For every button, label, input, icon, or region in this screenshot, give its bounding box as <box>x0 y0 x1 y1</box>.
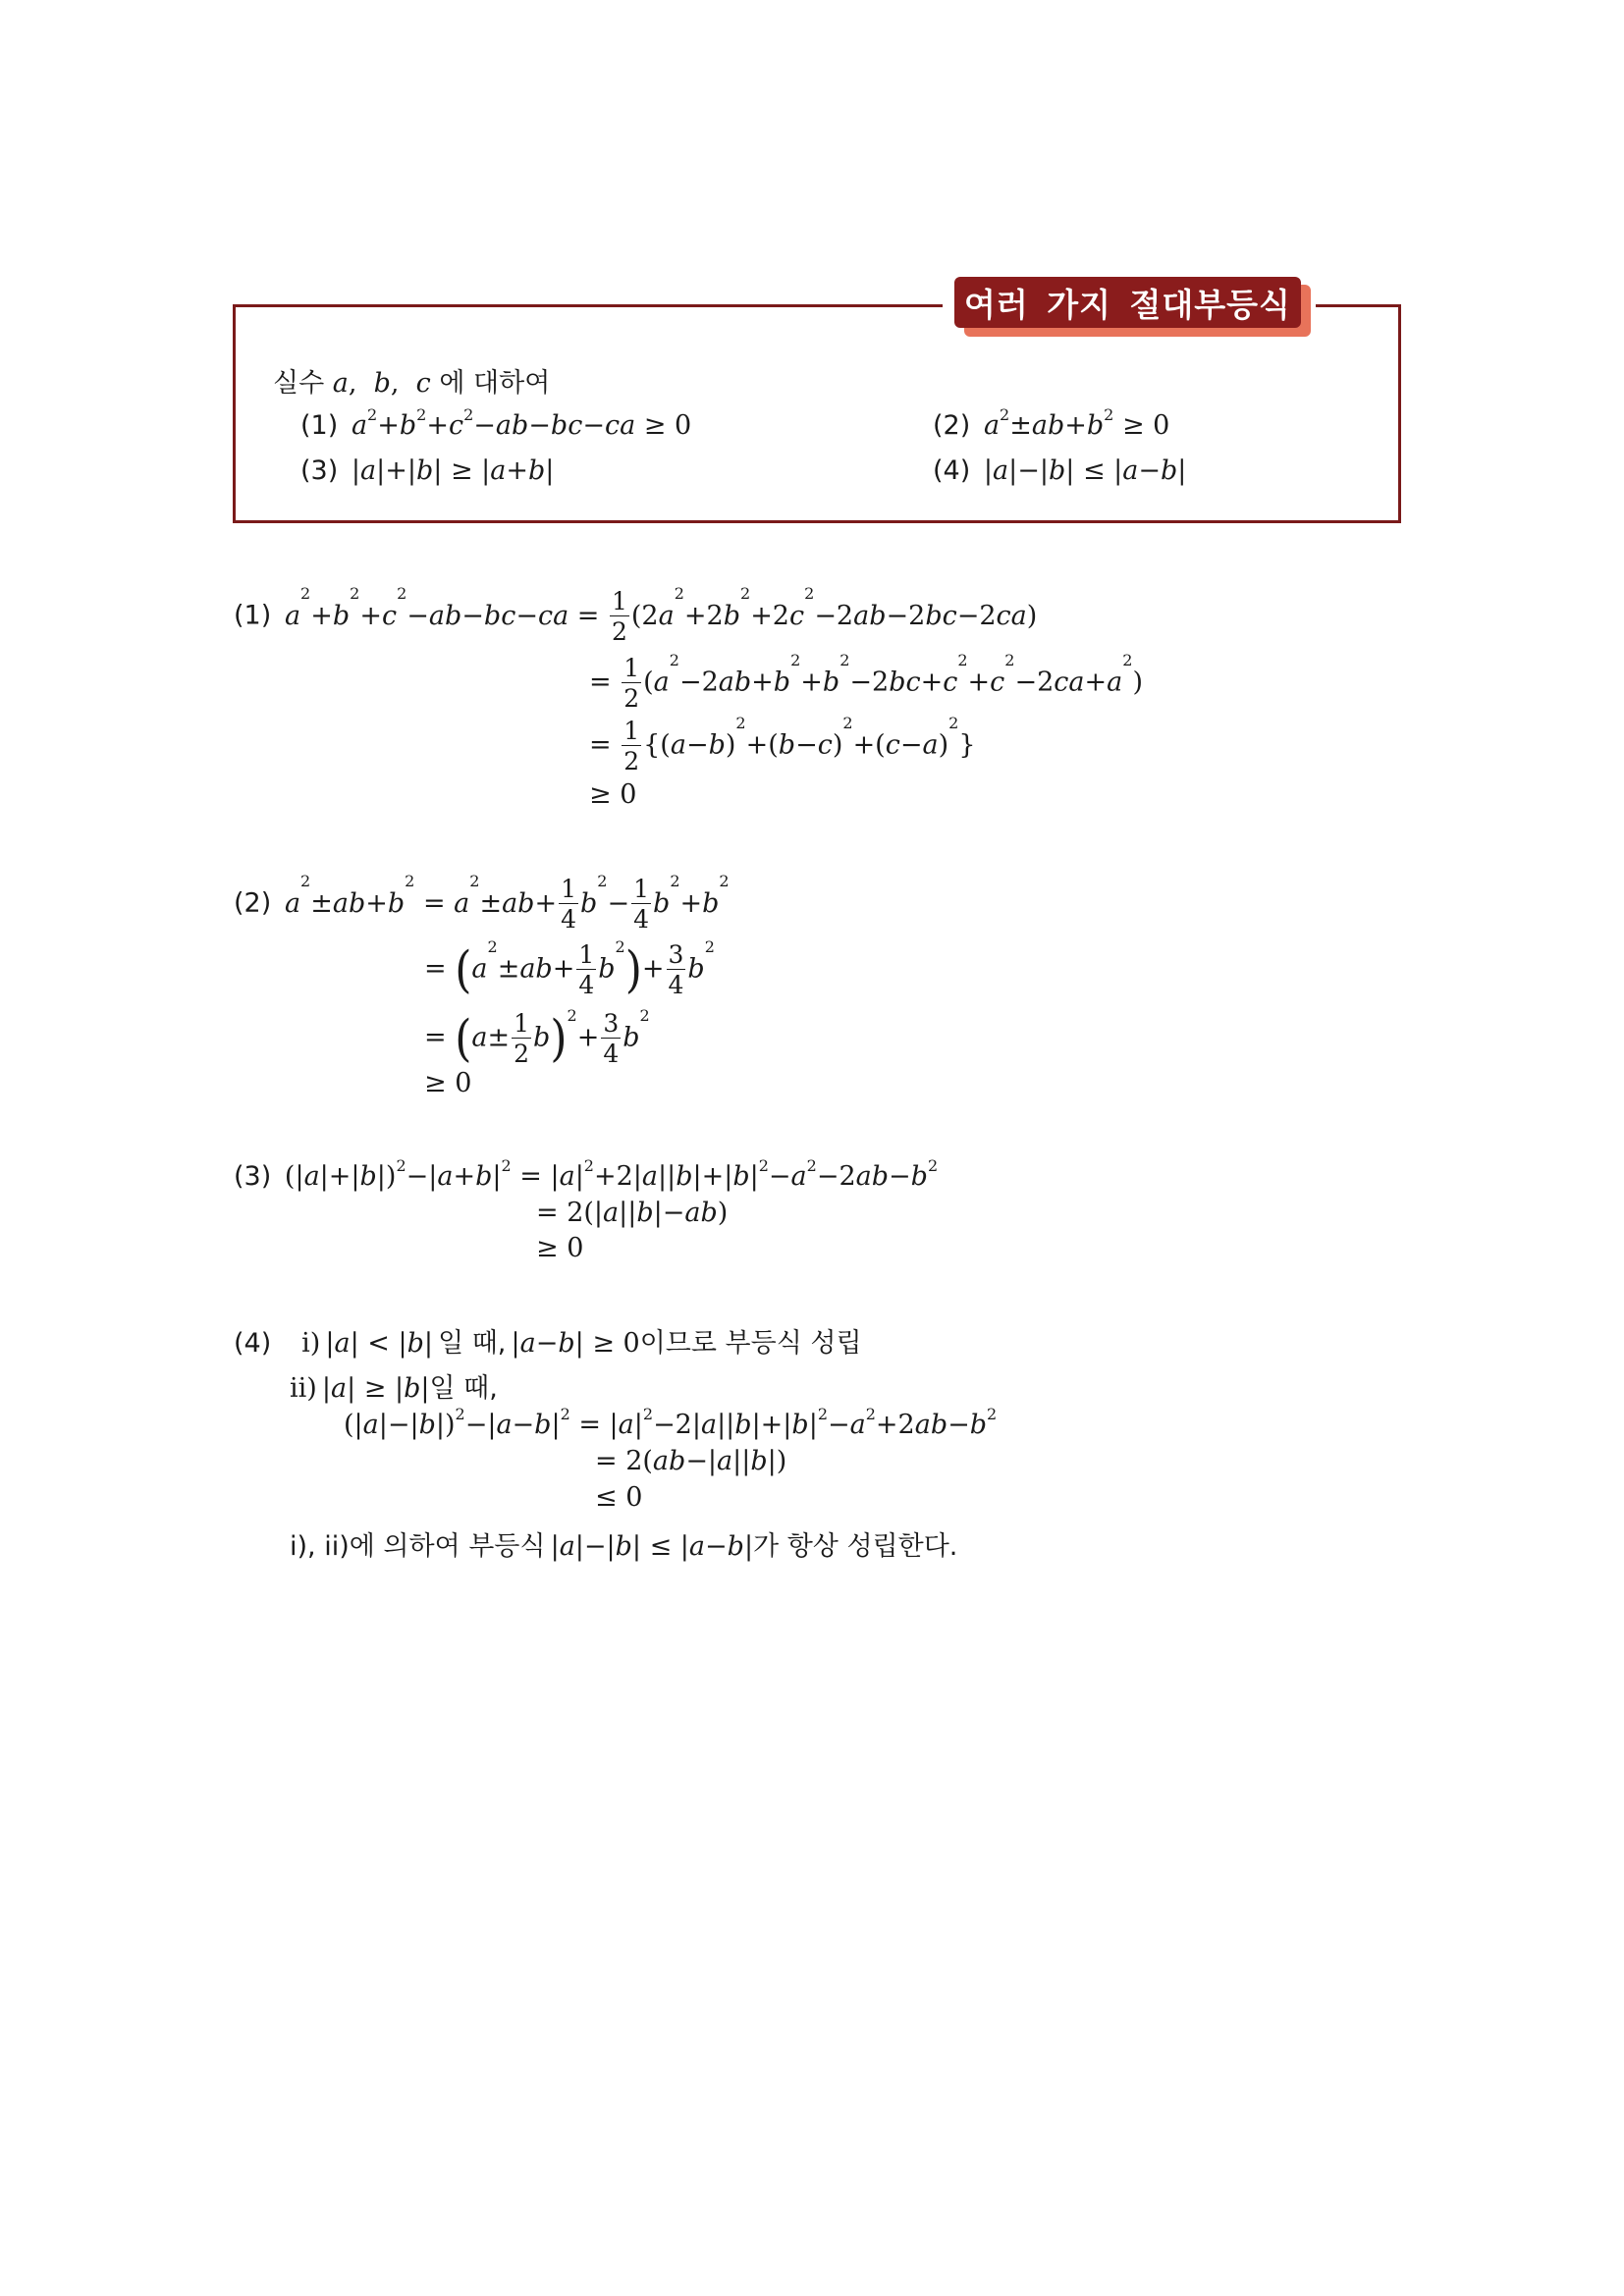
statement-item-3: (3) |a|+|b| ≥ |a+b| <box>300 455 555 486</box>
proof-2-line-4: ≥ 0 <box>424 1068 472 1098</box>
proof-1-line-4: ≥ 0 <box>589 779 637 810</box>
proof-3-line-1: (3) $(|a|+|b|)^2-|a+b|^2 = |a|^2+2|a||b|+|b|^2-a^2-2ab-b^2$ <box>234 1156 939 1192</box>
proof-2-line-1: (2) $a^2\pm ab+b^2 = a^2\pm ab+$ $\frac{1}{4}$ $b^2-$ $\frac{1}{4}$ $b^2+b^2$ <box>234 872 730 934</box>
statement-item-1: (1) $a^2+b^2+c^2-ab-bc-ca \ge 0$ <box>300 405 692 441</box>
intro-post: 에 대하여 <box>439 368 551 399</box>
proof-1-line-3: = $\frac{1}{2}$ $\{(a-b)^2+(b-c)^2+(c-a)^2\}$ <box>589 714 976 775</box>
proof-3-line-2: = 2(|a||b|−ab) <box>536 1198 729 1228</box>
proof-1-line-2: = $\frac{1}{2}$ $(a^2-2ab+b^2+b^2-2bc+c^2+c^2-2ca+a^2)$ <box>589 651 1143 713</box>
proof-4-conclusion: i), ii)에 의하여 부등식 |a|−|b| ≤ |a−b|가 항상 성립한다. <box>290 1531 958 1562</box>
proof-3-line-3: ≥ 0 <box>536 1233 584 1263</box>
proof-4-line-2: = 2(ab−|a||b|) <box>595 1446 787 1476</box>
statement-item-2: (2) $a^2\pm ab+b^2 \ge 0$ <box>933 405 1170 441</box>
proof-2-line-3: = (a± $\frac{1}{2}$ b)$^2$+ $\frac{3}{4}$ $b^2$ <box>424 1006 650 1068</box>
proof-4-line-3: ≤ 0 <box>595 1482 643 1513</box>
proof-4-case-1: (4) i) |a| < |b| 일 때, |a−b| ≥ 0이므로 부등식 성립 <box>234 1328 862 1359</box>
intro-pre: 실수 <box>273 368 325 399</box>
statement-item-4: (4) |a|−|b| ≤ |a−b| <box>933 455 1187 486</box>
title-badge: 여러 가지 절대부등식 <box>954 277 1301 328</box>
proof-1-line-1: (1) $a^2+b^2+c^2-ab-bc-ca$ = $\frac{1}{2}$ $(2a^2+2b^2+2c^2-2ab-2bc-2ca)$ <box>234 584 1038 646</box>
proof-4-case-2: ii) |a| ≥ |b|일 때, <box>290 1373 498 1404</box>
proof-2-line-2: = ($a^2\pm ab+$ $\frac{1}{4}$ $b^2)+$ $\frac{3}{4}$ $b^2$ <box>424 937 715 999</box>
proof-4-line-1: $(|a|-|b|)^2-|a-b|^2 = |a|^2-2|a||b|+|b|^2-a^2+2ab-b^2$ <box>344 1405 998 1440</box>
statement-intro: 실수 a, b, c 에 대하여 <box>273 368 551 399</box>
